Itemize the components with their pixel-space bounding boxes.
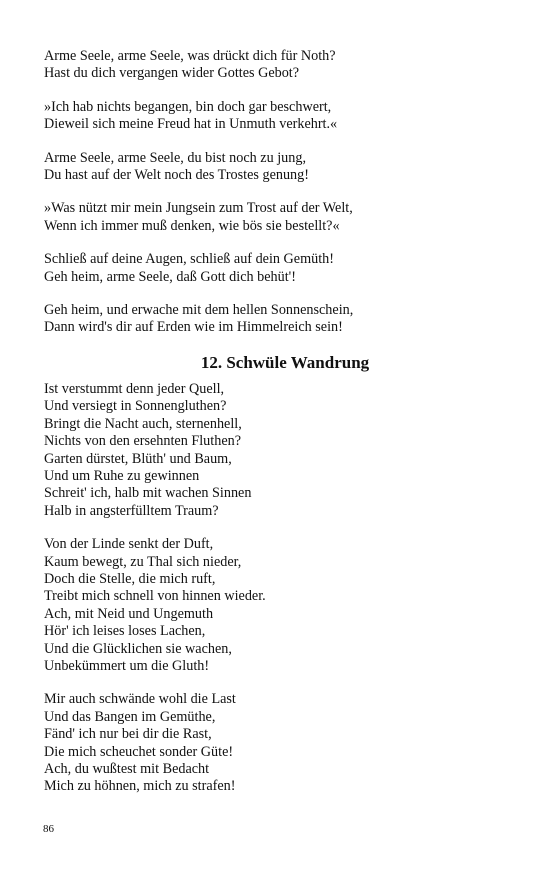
verse-line: Ach, du wußtest mit Bedacht: [44, 761, 210, 777]
verse-line: Dieweil sich meine Freud hat in Unmuth verkehrt.«: [44, 116, 338, 133]
verse-line: Mir auch schwände wohl die Last: [44, 691, 236, 708]
verse-line: Und um Ruhe zu gewinnen: [44, 467, 200, 484]
verse-line: Garten dürstet, Blüth' und Baum,: [44, 450, 232, 467]
verse-line: Kaum bewegt, zu Thal sich nieder,: [44, 553, 242, 570]
verse-line: Arme Seele, arme Seele, was drückt dich für Noth?: [44, 48, 336, 64]
stanza: [44, 381, 514, 520]
verse-line: Und das Bangen im Gemüthe,: [44, 708, 216, 725]
stanza: [44, 536, 514, 675]
stanza: [44, 251, 514, 286]
verse-line: Ist verstummt denn jeder Quell,: [44, 380, 225, 397]
stanza: [44, 99, 514, 134]
stanza: [44, 302, 514, 337]
page-number: 86: [43, 823, 54, 835]
stanza: [44, 150, 514, 185]
verse-line: »Was nützt mir mein Jungsein zum Trost auf der Welt,: [44, 200, 353, 217]
stanza: [44, 691, 514, 795]
stanza: [44, 200, 514, 235]
verse-line: Nichts von den ersehnten Fluthen?: [44, 433, 242, 450]
verse-line: Geh heim, und erwache mit dem hellen Sonnenschein,: [44, 302, 354, 319]
verse-line: Hör' ich leises loses Lachen,: [44, 623, 206, 640]
previous-poem-ending: [44, 48, 514, 337]
page-content: [44, 48, 514, 812]
verse-line: Mich zu höhnen, mich zu strafen!: [44, 778, 236, 795]
verse-line: Und die Glücklichen sie wachen,: [44, 640, 232, 657]
verse-line: Schließ auf deine Augen, schließ auf dein Gemüth!: [44, 251, 334, 268]
verse-line: Geh heim, arme Seele, daß Gott dich behüt'!: [44, 268, 296, 285]
verse-line: Treibt mich schnell von hinnen wieder.: [44, 588, 266, 605]
verse-line: Die mich scheuchet sonder Güte!: [44, 743, 234, 760]
verse-line: Dann wird's dir auf Erden wie im Himmelreich sein!: [44, 319, 343, 336]
verse-line: Fänd' ich nur bei dir die Rast,: [44, 726, 212, 743]
verse-line: Unbekümmert um die Gluth!: [44, 657, 210, 674]
verse-line: Von der Linde senkt der Duft,: [44, 536, 214, 553]
verse-line: Bringt die Nacht auch, sternenhell,: [44, 415, 242, 432]
verse-line: Hast du dich vergangen wider Gottes Gebot?: [44, 65, 300, 82]
poem-body: [44, 381, 514, 796]
verse-line: Wenn ich immer muß denken, wie bös sie bestellt?«: [44, 217, 340, 234]
verse-line: »Ich hab nichts begangen, bin doch gar beschwert,: [44, 98, 332, 115]
stanza: [44, 48, 514, 83]
verse-line: Arme Seele, arme Seele, du bist noch zu jung,: [44, 149, 306, 166]
verse-line: Du hast auf der Welt noch des Trostes genung!: [44, 167, 309, 184]
verse-line: Schreit' ich, halb mit wachen Sinnen: [44, 485, 252, 502]
verse-line: Doch die Stelle, die mich ruft,: [44, 570, 216, 587]
verse-line: Halb in angsterfülltem Traum?: [44, 502, 219, 519]
poem-title: 12. Schwüle Wandrung: [200, 352, 370, 372]
verse-line: Ach, mit Neid und Ungemuth: [44, 605, 214, 622]
verse-line: Und versiegt in Sonnengluthen?: [44, 398, 227, 415]
